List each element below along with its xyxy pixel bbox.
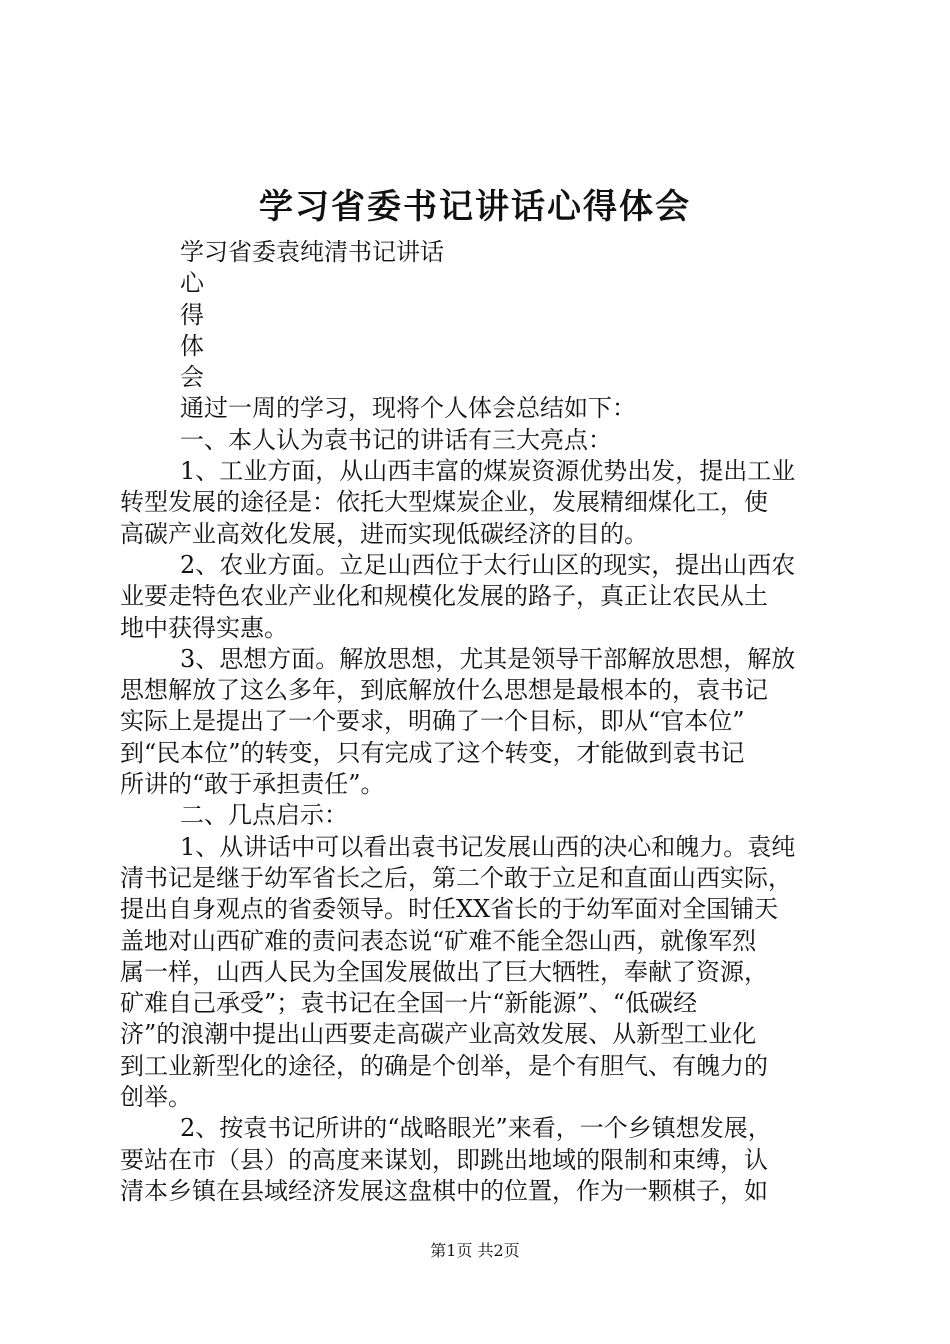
subtitle-char: 心 bbox=[180, 269, 204, 298]
subtitle-line: 学习省委袁纯清书记讲话 bbox=[180, 238, 444, 266]
paragraph-line: 1、从讲话中可以看出袁书记发展山西的决心和魄力。袁纯 bbox=[180, 832, 796, 861]
subtitle-char: 会 bbox=[180, 363, 204, 392]
subtitle-char: 体 bbox=[180, 331, 204, 360]
paragraph-line: 3、思想方面。解放思想，尤其是领导干部解放思想，解放 bbox=[180, 644, 796, 673]
subtitle-char: 得 bbox=[180, 300, 204, 329]
document-title: 学习省委书记讲话心得体会 bbox=[259, 187, 691, 227]
paragraph-line: 高碳产业高效化发展，进而实现低碳经济的目的。 bbox=[120, 519, 648, 548]
paragraph-line: 矿难自己承受”；袁书记在全国一片“新能源”、“低碳经 bbox=[120, 989, 698, 1018]
paragraph-line: 到工业新型化的途径，的确是个创举，是个有胆气、有魄力的 bbox=[120, 1051, 768, 1080]
paragraph-line: 创举。 bbox=[120, 1083, 192, 1112]
paragraph-line: 转型发展的途径是：依托大型煤炭企业，发展精细煤化工，使 bbox=[120, 488, 768, 517]
paragraph-line: 地中获得实惠。 bbox=[120, 613, 288, 642]
paragraph-line: 清书记是继于幼军省长之后，第二个敢于立足和直面山西实际， bbox=[120, 863, 792, 892]
paragraph-line: 2、农业方面。立足山西位于太行山区的现实，提出山西农 bbox=[180, 550, 796, 579]
intro-line: 通过一周的学习，现将个人体会总结如下： bbox=[180, 394, 636, 423]
paragraph-line: 所讲的“敢于承担责任”。 bbox=[120, 770, 385, 799]
paragraph-line: 要站在市（县）的高度来谋划，即跳出地域的限制和束缚，认 bbox=[120, 1145, 768, 1174]
paragraph-line: 盖地对山西矿难的责问表态说“矿难不能全怨山西，就像军烈 bbox=[120, 926, 757, 955]
paragraph-line: 到“民本位”的转变，只有完成了这个转变，才能做到袁书记 bbox=[120, 738, 745, 767]
paragraph-line: 提出自身观点的省委领导。时任XX省长的于幼军面对全国铺天 bbox=[120, 895, 779, 924]
paragraph-line: 实际上是提出了一个要求，明确了一个目标，即从“官本位” bbox=[120, 707, 745, 736]
paragraph-line: 济”的浪潮中提出山西要走高碳产业高效发展、从新型工业化 bbox=[120, 1020, 757, 1049]
paragraph-line: 1、工业方面，从山西丰富的煤炭资源优势出发，提出工业 bbox=[180, 457, 796, 486]
page-footer: 第1页 共2页 bbox=[430, 1241, 520, 1260]
section-heading-2: 二、几点启示： bbox=[180, 801, 348, 830]
paragraph-line: 业要走特色农业产业化和规模化发展的路子，真正让农民从土 bbox=[120, 582, 768, 611]
document-body bbox=[120, 237, 830, 1207]
paragraph-line: 2、按袁书记所讲的“战略眼光”来看，一个乡镇想发展， bbox=[180, 1114, 772, 1143]
paragraph-line: 思想解放了这么多年，到底解放什么思想是最根本的，袁书记 bbox=[120, 676, 768, 705]
section-heading-1: 一、本人认为袁书记的讲话有三大亮点： bbox=[180, 425, 612, 454]
paragraph-line: 清本乡镇在县域经济发展这盘棋中的位置，作为一颗棋子，如 bbox=[120, 1176, 768, 1205]
paragraph-line: 属一样，山西人民为全国发展做出了巨大牺牲，奉献了资源， bbox=[120, 957, 768, 986]
